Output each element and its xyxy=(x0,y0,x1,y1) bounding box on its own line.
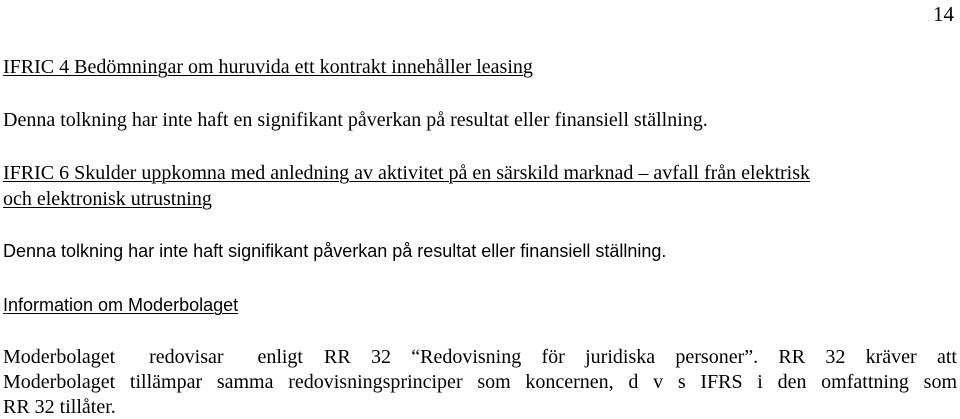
moderbolaget-body-line1-a: Moderbolaget redovisar enligt xyxy=(3,346,303,368)
ifric4-body: Denna tolkning har inte haft en signifikant påverkan på resultat eller finansiell ställning. xyxy=(3,109,708,131)
moderbolaget-body-line1 xyxy=(3,345,957,369)
moderbolaget-body-line1-b: RR 32 “Redovisning för juridiska personer”. RR 32 kräver att xyxy=(324,346,957,368)
moderbolaget-heading: Information om Moderbolaget xyxy=(3,295,239,315)
page-number: 14 xyxy=(933,2,954,26)
ifric6-heading-line2: och elektronisk utrustning xyxy=(3,188,212,210)
ifric4-heading: IFRIC 4 Bedömningar om huruvida ett kontrakt innehåller leasing xyxy=(3,56,533,78)
ifric6-body: Denna tolkning har inte haft signifikant påverkan på resultat eller finansiell ställning. xyxy=(3,241,667,261)
moderbolaget-body-line2: Moderbolaget tillämpar samma redovisningsprinciper som koncernen, d v s IFRS i den omfattning som xyxy=(3,371,957,393)
ifric6-heading-line1: IFRIC 6 Skulder uppkomna med anledning av aktivitet på en särskild marknad – avfall från elektrisk xyxy=(3,162,811,184)
moderbolaget-body-line3: RR 32 tillåter. xyxy=(3,396,116,418)
